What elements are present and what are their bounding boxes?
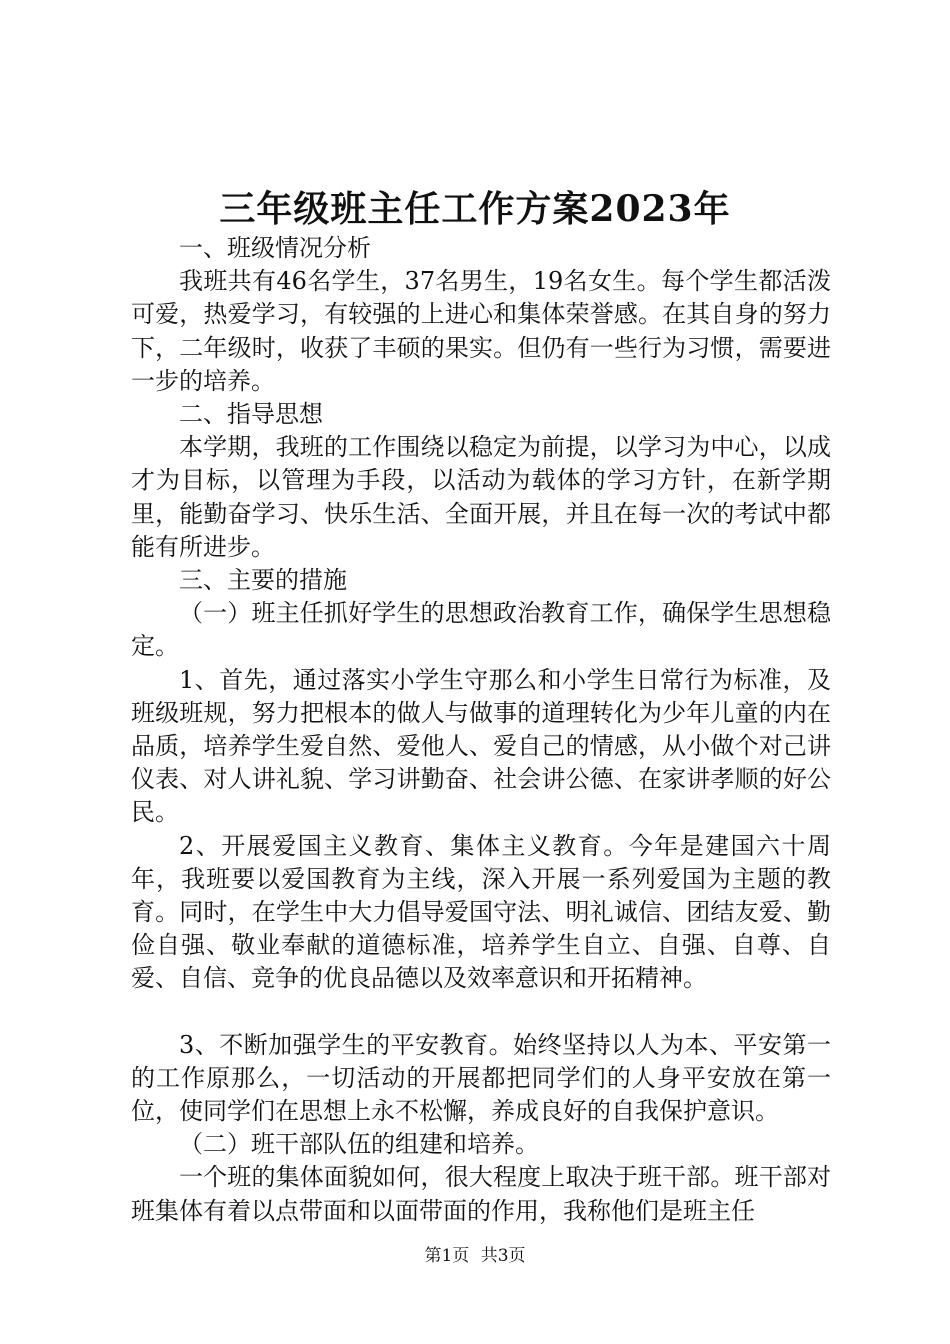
document-title: 三年级班主任工作方案2023年 bbox=[219, 188, 731, 230]
paragraph-gap bbox=[131, 996, 831, 1029]
document-body bbox=[131, 232, 831, 1228]
section-heading-class-analysis: 一、班级情况分析 bbox=[179, 234, 371, 262]
subheading-ideological-education: （一）班主任抓好学生的思想政治教育工作，确保学生思想稳定。 bbox=[131, 599, 831, 661]
paragraph-guiding-thought: 本学期，我班的工作围绕以稳定为前提，以学习为中心，以成才为目标，以管理为手段，以活动为载体的学习方针，在新学期里，能勤奋学习、快乐生活、全面开展，并且在每一次的考试中都能有所进步。 bbox=[131, 433, 831, 561]
paragraph-measure-2: 2、开展爱国主义教育、集体主义教育。今年是建国六十周年，我班要以爱国教育为主线，深入开展一系列爱国为主题的教育。同时，在学生中大力倡导爱国守法、明礼诚信、团结友爱、勤俭自强、敬业奉献的道德标准，培养学生自立、自强、自尊、自爱、自信、竞争的优良品德以及效率意识和开拓精神。 bbox=[131, 831, 831, 993]
page-number-current: 第1页 bbox=[424, 1246, 470, 1266]
page-footer bbox=[0, 1244, 950, 1268]
section-heading-main-measures: 三、主要的措施 bbox=[179, 566, 347, 595]
paragraph-measure-1: 1、首先，通过落实小学生守那么和小学生日常行为标准，及班级班规，努力把根本的做人与做事的道理转化为少年儿童的内在品质，培养学生爱自然、爱他人、爱自己的情感，从小做个对己讲仪表、对人讲礼貌、学习讲勤奋、社会讲公德、在家讲孝顺的好公民。 bbox=[131, 665, 831, 827]
page-number-total: 共3页 bbox=[480, 1246, 526, 1266]
paragraph-class-analysis: 我班共有46名学生，37名男生，19名女生。每个学生都活泼可爱，热爱学习，有较强的上进心和集体荣誉感。在其自身的努力下，二年级时，收获了丰硕的果实。但仍有一些行为习惯，需要进一步的培养。 bbox=[131, 267, 831, 395]
paragraph-class-cadres: 一个班的集体面貌如何，很大程度上取决于班干部。班干部对班集体有着以点带面和以面带面的作用，我称他们是班主任 bbox=[131, 1163, 831, 1225]
section-heading-guiding-thought: 二、指导思想 bbox=[179, 400, 323, 429]
paragraph-measure-3: 3、不断加强学生的平安教育。始终坚持以人为本、平安第一的工作原那么，一切活动的开展都把同学们的人身平安放在第一位，使同学们在思想上永不松懈，养成良好的自我保护意识。 bbox=[131, 1030, 831, 1126]
subheading-class-cadres: （二）班干部队伍的组建和培养。 bbox=[179, 1130, 539, 1159]
